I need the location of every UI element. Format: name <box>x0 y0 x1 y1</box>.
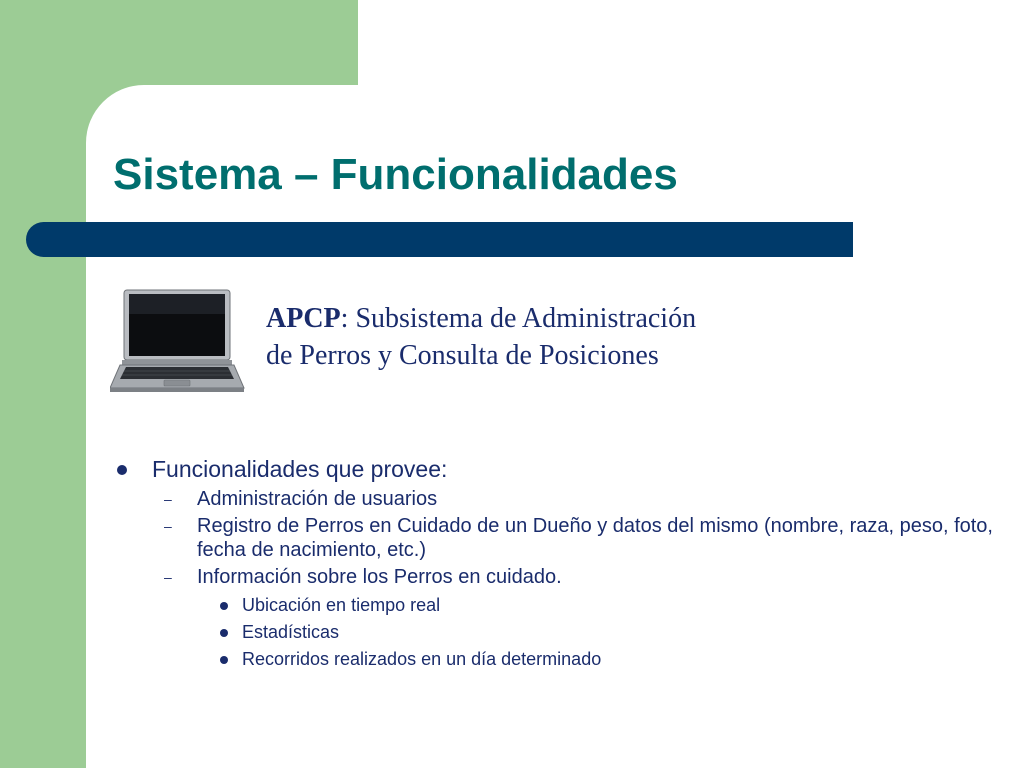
list-item <box>152 487 993 511</box>
laptop-icon <box>110 288 245 394</box>
sub-bullet-list <box>152 487 993 673</box>
bullet-dot-icon <box>220 656 228 664</box>
sub-sub-bullet-text: Ubicación en tiempo real <box>242 595 441 615</box>
dash-marker-icon: – <box>164 518 172 534</box>
sub-sub-bullet-list <box>197 592 993 673</box>
list-item <box>152 514 993 562</box>
list-item <box>197 646 993 673</box>
bullet-dot-icon <box>220 629 228 637</box>
sub-bullet-text: Administración de usuarios <box>197 488 438 510</box>
subtitle-acronym: APCP <box>266 303 341 334</box>
bullet-main-text: Funcionalidades que provee: <box>152 456 448 482</box>
title-underline-bar <box>26 222 853 257</box>
sub-sub-bullet-text: Estadísticas <box>242 622 340 642</box>
list-item <box>113 454 993 673</box>
list-item <box>197 619 993 646</box>
sub-bullet-text: Registro de Perros en Cuidado de un Dueño y datos del mismo (nombre, raza, peso, foto, fecha de nacimiento, etc.) <box>197 515 993 561</box>
sub-sub-bullet-text: Recorridos realizados en un día determinado <box>242 649 602 669</box>
subtitle-line-2: de Perros y Consulta de Posiciones <box>266 340 659 371</box>
subtitle-separator: : <box>340 303 349 334</box>
bullet-list <box>113 454 993 676</box>
slide-title: Sistema – Funcionalidades <box>113 150 678 199</box>
slide-subtitle <box>266 300 696 374</box>
dash-marker-icon: – <box>164 491 172 507</box>
bullet-dot-icon <box>220 602 228 610</box>
sub-bullet-text: Información sobre los Perros en cuidado. <box>197 566 562 588</box>
list-item <box>197 592 993 619</box>
dash-marker-icon: – <box>164 569 172 585</box>
subtitle-line-1: Subsistema de Administración <box>348 303 697 334</box>
list-item <box>152 565 993 673</box>
bullet-dot-icon <box>117 465 127 475</box>
